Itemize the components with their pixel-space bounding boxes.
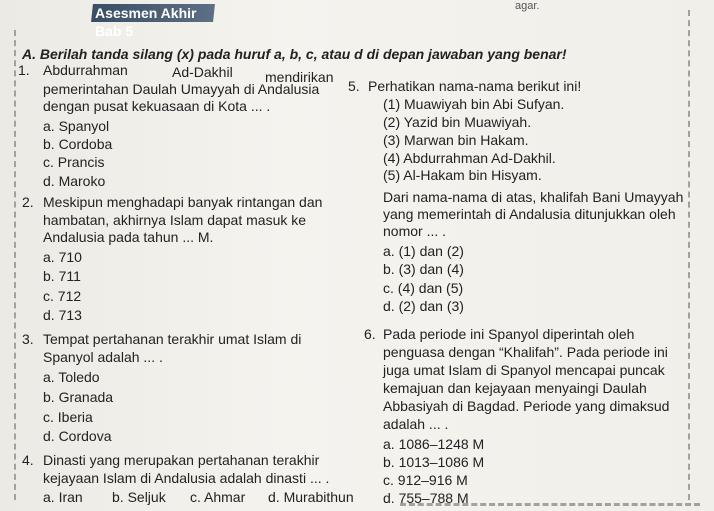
q4-option-d[interactable]: d. Murabithun [268,489,354,505]
q5-name-1: (1) Muawiyah bin Abi Sufyan. [383,96,565,112]
q5-option-b[interactable]: b. (3) dan (4) [383,261,464,277]
q1-line1-a: Abdurrahman [43,62,128,78]
q1-option-b[interactable]: b. Cordoba [43,136,113,152]
q1-line1-c: mendirikan [265,69,334,85]
q1-line1-b: Ad-Dakhil [172,64,233,80]
q6-option-d[interactable]: d. 755–788 M [383,490,469,506]
q4-number: 4. [22,452,34,468]
q4-option-c[interactable]: c. Ahmar [190,489,246,505]
q3-option-d[interactable]: d. Cordova [43,428,112,444]
q3-number: 3. [22,331,34,347]
q6-line3: juga umat Islam di Spanyol mencapai puncak [383,362,665,378]
q2-option-b[interactable]: b. 711 [43,268,81,284]
q5-name-5: (5) Al-Hakam bin Hisyam. [383,167,542,183]
q6-line6: adalah ... . [383,416,449,432]
section-a-title: A. Berilah tanda silang (x) pada huruf a, b, c, atau d di depan jawaban yang benar! [22,46,567,62]
stray-text: agar. [515,0,540,12]
q2-option-d[interactable]: d. 713 [43,307,82,323]
q6-option-c[interactable]: c. 912–916 M [383,472,468,488]
q6-line4: kemajuan dan kejayaan menyaingi Daulah [383,380,647,396]
q3-line1: Tempat pertahanan terakhir umat Islam di [43,331,302,347]
q4-line1: Dinasti yang merupakan pertahanan terakhir [43,452,320,468]
q5-line3: nomor ... . [383,223,447,239]
q6-line1: Pada periode ini Spanyol diperintah oleh [383,326,635,342]
q6-line5: Abbasiyah di Bagdad. Periode yang dimaksud [383,398,670,414]
q3-option-b[interactable]: b. Granada [43,389,114,405]
q2-option-a[interactable]: a. 710 [43,249,82,265]
chapter-banner: Asesmen Akhir Bab 5 [91,4,215,22]
q5-line2: yang memerintah di Andalusia ditunjukkan oleh [383,206,676,222]
q2-line2: hambatan, akhirnya Islam dapat masuk ke [43,212,307,228]
q1-option-d[interactable]: d. Maroko [43,173,106,189]
q5-intro: Perhatikan nama-nama berikut ini! [368,78,582,94]
q5-name-2: (2) Yazid bin Muawiyah. [383,114,532,130]
q6-line2: penguasa dengan “Khalifah”. Pada periode ini [383,344,668,360]
right-edge-dashed-line [688,10,691,500]
margin-dashed-line [14,30,17,500]
q5-name-4: (4) Abdurrahman Ad-Dakhil. [383,150,556,166]
q2-number: 2. [22,194,34,210]
q5-number: 5. [348,78,360,94]
q4-option-b[interactable]: b. Seljuk [112,489,166,505]
q3-line2: Spanyol adalah ... . [43,349,163,365]
q5-option-a[interactable]: a. (1) dan (2) [383,243,464,259]
q6-option-b[interactable]: b. 1013–1086 M [383,454,485,470]
q4-option-a[interactable]: a. Iran [43,489,83,505]
q1-line3: dengan pusat kekuasaan di Kota ... . [43,98,271,114]
q1-number: 1. [18,62,30,78]
q4-line2: kejayaan Islam di Andalusia adalah dinasti ... . [43,470,330,486]
q5-line1: Dari nama-nama di atas, khalifah Bani Umayyah [383,189,684,205]
q5-name-3: (3) Marwan bin Hakam. [383,132,529,148]
q1-option-c[interactable]: c. Prancis [43,154,105,170]
q3-option-c[interactable]: c. Iberia [43,409,93,425]
q3-option-a[interactable]: a. Toledo [43,369,100,385]
q2-line3: Andalusia pada tahun ... M. [43,229,214,245]
q5-option-d[interactable]: d. (2) dan (3) [383,298,464,314]
q2-line1: Meskipun menghadapi banyak rintangan dan [43,194,323,210]
q1-line2: pemerintahan Daulah Umayyah di Andalusia [43,81,320,97]
q5-option-c[interactable]: c. (4) dan (5) [383,280,464,296]
q6-option-a[interactable]: a. 1086–1248 M [383,436,485,452]
q6-number: 6. [364,326,376,342]
q2-option-c[interactable]: c. 712 [43,288,82,304]
q1-option-a[interactable]: a. Spanyol [43,118,110,134]
